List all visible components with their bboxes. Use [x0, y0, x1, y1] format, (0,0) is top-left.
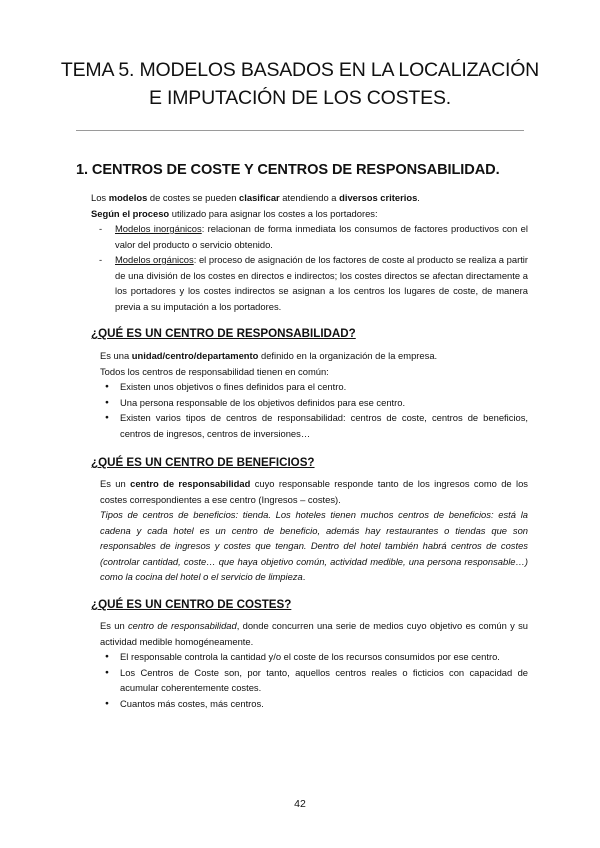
list-item: - Modelos inorgánicos: relacionan de forma inmediata los consumos de factores productivos con el valor del producto o servicio obtenido.	[91, 221, 528, 252]
responsabilidad-body	[100, 348, 528, 441]
section-heading: 1. CENTROS DE COSTE Y CENTROS DE RESPONSABILIDAD.	[76, 162, 500, 178]
list-item: ● Los Centros de Coste son, por tanto, aquellos centros reales o ficticios con capacidad de acumular coherentemente costes.	[105, 665, 528, 696]
definition-paragraph: Es un centro de responsabilidad, donde concurren una serie de medios cuyo objetivo es común y su actividad medible homogéneamente.	[100, 620, 528, 647]
common-paragraph: Todos los centros de responsabilidad tienen en común:	[100, 365, 329, 377]
section-1-body	[91, 190, 528, 314]
costes-heading: ¿QUÉ ES UN CENTRO DE COSTES?	[91, 598, 292, 611]
model-list	[91, 221, 528, 314]
beneficios-body	[100, 476, 528, 585]
list-item: ● Una persona responsable de los objetivos definidos para ese centro.	[105, 395, 528, 411]
beneficios-heading: ¿QUÉ ES UN CENTRO DE BENEFICIOS?	[91, 456, 315, 469]
process-paragraph: Según el proceso utilizado para asignar los costes a los portadores:	[91, 207, 378, 219]
title-line-1: TEMA 5. MODELOS BASADOS EN LA LOCALIZACIÓN	[60, 59, 540, 81]
costes-body	[100, 618, 528, 711]
intro-paragraph: Los modelos de costes se pueden clasificar atendiendo a diversos criterios.	[91, 192, 420, 203]
costes-bullets	[105, 649, 528, 711]
responsabilidad-heading: ¿QUÉ ES UN CENTRO DE RESPONSABILIDAD?	[91, 327, 356, 340]
title-line-2: E IMPUTACIÓN DE LOS COSTES.	[149, 87, 451, 109]
list-item: ● El responsable controla la cantidad y/o el coste de los recursos consumidos por ese centro.	[105, 649, 528, 665]
definition-paragraph: Es una unidad/centro/departamento definido en la organización de la empresa.	[100, 350, 438, 361]
list-item: ● Cuantos más costes, más centros.	[105, 696, 528, 712]
responsabilidad-bullets	[105, 379, 528, 441]
page-number: 42	[294, 798, 306, 810]
definition-paragraph: Es un centro de responsabilidad cuyo responsable responde tanto de los ingresos como de los costes correspondientes a ese centro (Ingresos – costes).	[100, 478, 528, 505]
document-title	[60, 56, 540, 112]
list-item: ● Existen varios tipos de centros de responsabilidad: centros de coste, centros de beneficios, centros de ingresos, centros de inversiones…	[105, 410, 528, 441]
list-item: - Modelos orgánicos: el proceso de asignación de los factores de coste al producto se realiza a partir de una división de los costes en directos e indirectos; los costes directos se afectan directamente a los portadores y los costes indirectos se asignan a los centros los lugares de coste, de manera previa a su imputación a los portadores.	[91, 252, 528, 314]
list-item: ● Existen unos objetivos o fines definidos para el centro.	[105, 379, 528, 395]
title-divider	[76, 130, 524, 131]
example-paragraph: Tipos de centros de beneficios: tienda. Los hoteles tienen muchos centros de beneficios: está la cadena y cada hotel es un centro de beneficio, además hay restaurantes o tiendas que son responsables de ingresos y costes que tengan. Dentro del hotel también habrá centros de costes (controlar cantidad, coste… que haya objetivo común, actividad medible, una persona responsable…) como la cocina del hotel o el servicio de limpieza.	[100, 509, 528, 582]
